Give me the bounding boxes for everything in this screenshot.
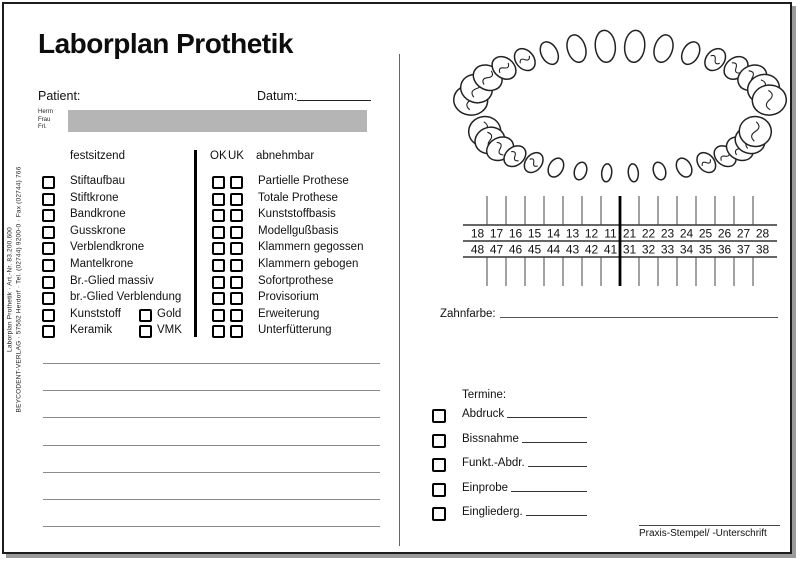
appointment-row xyxy=(432,408,587,424)
tooth-shape xyxy=(651,161,668,182)
tooth-number-lower: 42 xyxy=(584,242,599,257)
checkbox-stiftaufbau[interactable] xyxy=(42,176,55,189)
checkbox-gusskrone[interactable] xyxy=(42,226,55,239)
tooth-number-lower: 43 xyxy=(565,242,580,257)
removable-item-row xyxy=(212,291,402,307)
tooth-color-label: Zahnfarbe: xyxy=(440,308,496,320)
checkbox-ok-sofortprothese[interactable] xyxy=(212,276,225,289)
item-label: Provisorium xyxy=(258,291,319,304)
tooth-shape xyxy=(594,29,617,63)
removable-item-row xyxy=(212,192,402,208)
tooth-number-upper: 15 xyxy=(527,226,542,241)
tooth-number-upper: 28 xyxy=(755,226,770,241)
tooth-color-field xyxy=(440,308,778,320)
tooth-number-lower: 38 xyxy=(755,242,770,257)
writing-line[interactable] xyxy=(43,417,380,418)
tooth-shape xyxy=(678,39,703,68)
checkbox-keramik[interactable] xyxy=(42,325,55,338)
appointment-label: Abdruck xyxy=(462,408,505,420)
tooth-number-lower: 34 xyxy=(679,242,694,257)
item-label: Klammern gebogen xyxy=(258,258,359,270)
item-label: Mantelkrone xyxy=(70,258,134,270)
appointment-label: Bissnahme xyxy=(462,432,519,445)
checkbox-ok-provisorium[interactable] xyxy=(212,292,225,305)
checkbox-kunststoff[interactable] xyxy=(42,309,55,322)
item-label: Bandkrone xyxy=(70,208,126,221)
tooth-number-upper: 21 xyxy=(622,226,637,241)
appointment-date-line[interactable] xyxy=(526,506,587,516)
checkbox-mantelkrone[interactable] xyxy=(42,259,55,272)
tooth-number-upper: 17 xyxy=(489,226,504,241)
tooth-number-lower: 46 xyxy=(508,242,523,257)
checkbox-uk-klammern-gebogen[interactable] xyxy=(230,259,243,272)
writing-line[interactable] xyxy=(43,472,380,473)
form-sheet xyxy=(2,2,792,554)
item-label: br.-Glied Verblendung xyxy=(70,291,182,304)
checkbox-uk-erweiterung[interactable] xyxy=(230,309,243,322)
tooth-number-chart xyxy=(462,194,778,288)
tooth-number-lower: 41 xyxy=(603,242,618,257)
tooth-number-upper: 26 xyxy=(717,226,732,241)
removable-section-header: abnehmbar xyxy=(256,150,315,162)
checkbox-ok-unterf-tterung[interactable] xyxy=(212,325,225,338)
item-label: Modellgußbasis xyxy=(258,224,339,237)
middle-divider xyxy=(399,54,400,546)
writing-line[interactable] xyxy=(43,445,380,446)
checkbox-bandkrone[interactable] xyxy=(42,209,55,222)
tooth-shape xyxy=(537,39,562,68)
tooth-shape xyxy=(545,155,567,179)
fixed-item-row xyxy=(42,308,232,324)
fixed-item-row xyxy=(42,175,232,191)
signature-area xyxy=(639,525,780,539)
checkbox-uk-sofortprothese[interactable] xyxy=(230,276,243,289)
tooth-number-lower: 44 xyxy=(546,242,561,257)
fixed-item-row xyxy=(42,225,232,241)
publisher-line-2: BEYCODENT-VERLAG · 57562 Herdorf · Tel. (02744) 9200-0 · Fax (02744) 766 xyxy=(15,166,22,413)
tooth-shape xyxy=(673,155,695,179)
checkbox-ok-kunststoffbasis[interactable] xyxy=(212,209,225,222)
teeth-diagram xyxy=(450,20,790,188)
date-line[interactable] xyxy=(297,89,371,101)
checkbox-uk-klammern-gegossen[interactable] xyxy=(230,242,243,255)
appointments-header: Termine: xyxy=(462,389,507,401)
item-label: Unterfütterung xyxy=(258,324,332,337)
tooth-shape xyxy=(564,33,589,65)
tooth-number-upper: 25 xyxy=(698,226,713,241)
appointment-label: Einprobe xyxy=(462,481,509,494)
item-label: Klammern gegossen xyxy=(258,241,364,254)
fixed-section-header: festsitzend xyxy=(70,150,125,162)
checkbox-br-glied-verblendung[interactable] xyxy=(42,292,55,305)
item-label: Sofortprothese xyxy=(258,274,334,287)
appointment-label: Funkt.-Abdr. xyxy=(462,457,525,469)
tooth-number-lower: 33 xyxy=(660,242,675,257)
date-label: Datum: xyxy=(257,89,298,103)
fixed-item-row xyxy=(42,241,232,257)
appointment-date-line[interactable] xyxy=(522,433,587,443)
date-field xyxy=(257,89,371,103)
checkbox-abdruck[interactable] xyxy=(432,409,446,423)
upper-jaw-column-header: OK xyxy=(210,150,227,162)
checkbox-uk-totale-prothese[interactable] xyxy=(230,193,243,206)
tooth-number-upper: 23 xyxy=(660,226,675,241)
tooth-shape xyxy=(601,163,613,182)
item-label: VMK xyxy=(157,324,182,337)
checkbox-ok-modellgu-basis[interactable] xyxy=(212,226,225,239)
item-label: Gold xyxy=(157,307,182,320)
checkbox-funkt-abdr[interactable] xyxy=(432,458,446,472)
signature-label: Praxis-Stempel/ -Unterschrift xyxy=(639,528,767,539)
tooth-shape xyxy=(623,29,646,63)
tooth-color-line[interactable] xyxy=(500,308,778,318)
checkbox-ok-klammern-gebogen[interactable] xyxy=(212,259,225,272)
item-label: Verblendkrone xyxy=(70,241,145,254)
tooth-number-lower: 31 xyxy=(622,242,637,257)
checkbox-br-glied-massiv[interactable] xyxy=(42,276,55,289)
tooth-shape xyxy=(627,163,639,182)
tooth-number-lower: 32 xyxy=(641,242,656,257)
item-label: Partielle Prothese xyxy=(258,175,349,187)
tooth-number-lower: 45 xyxy=(527,242,542,257)
tooth-number-upper: 14 xyxy=(546,226,561,241)
removable-item-row xyxy=(212,258,402,274)
checkbox-uk-modellgu-basis[interactable] xyxy=(230,226,243,239)
tooth-shape xyxy=(651,33,676,65)
checkbox-uk-kunststoffbasis[interactable] xyxy=(230,209,243,222)
checkbox-ok-totale-prothese[interactable] xyxy=(212,193,225,206)
appointment-label: Eingliederg. xyxy=(462,506,523,518)
item-label: Stiftaufbau xyxy=(70,175,125,187)
tooth-number-upper: 24 xyxy=(679,226,694,241)
item-label: Erweiterung xyxy=(258,307,320,320)
checkbox-uk-provisorium[interactable] xyxy=(230,292,243,305)
writing-line[interactable] xyxy=(43,363,380,364)
item-label: Keramik xyxy=(70,324,113,337)
checkbox-einprobe[interactable] xyxy=(432,483,446,497)
appointment-row xyxy=(432,433,587,449)
writing-line[interactable] xyxy=(43,526,380,527)
item-label: Gusskrone xyxy=(70,224,126,237)
checkbox-uk-unterf-tterung[interactable] xyxy=(230,325,243,338)
removable-item-row xyxy=(212,208,402,224)
column-divider xyxy=(194,150,197,337)
appointment-row xyxy=(432,506,587,522)
appointment-row xyxy=(432,457,587,473)
appointment-date-line[interactable] xyxy=(511,482,587,492)
tooth-number-upper: 12 xyxy=(584,226,599,241)
removable-item-row xyxy=(212,175,402,191)
tooth-number-upper: 13 xyxy=(565,226,580,241)
fixed-item-row xyxy=(42,208,232,224)
removable-item-row xyxy=(212,241,402,257)
removable-item-row xyxy=(212,324,402,340)
checkbox-bissnahme[interactable] xyxy=(432,434,446,448)
tooth-number-lower: 47 xyxy=(489,242,504,257)
checkbox-ok-partielle-prothese[interactable] xyxy=(212,176,225,189)
signature-line[interactable] xyxy=(639,525,780,526)
tooth-number-lower: 37 xyxy=(736,242,751,257)
tooth-number-upper: 22 xyxy=(641,226,656,241)
tooth-number-upper: 11 xyxy=(604,226,617,241)
tooth-number-upper: 27 xyxy=(736,226,751,241)
patient-name-field[interactable] xyxy=(68,110,367,132)
tooth-number-lower: 36 xyxy=(717,242,732,257)
checkbox-ok-klammern-gegossen[interactable] xyxy=(212,242,225,255)
fixed-item-row xyxy=(42,192,232,208)
fixed-item-row xyxy=(42,258,232,274)
salutation-labels: Herrn Frau Frl. xyxy=(38,109,54,130)
publisher-line-1: Laborplan Prothetik · Art.-Nr. 83.200.600 xyxy=(6,227,14,352)
writing-line[interactable] xyxy=(43,499,380,500)
checkbox-stiftkrone[interactable] xyxy=(42,193,55,206)
fixed-item-row xyxy=(42,324,232,340)
lower-jaw-column-header: UK xyxy=(228,150,244,162)
fixed-item-row xyxy=(42,275,232,291)
publisher-info-vertical xyxy=(7,20,24,560)
checkbox-ok-erweiterung[interactable] xyxy=(212,309,225,322)
tooth-number-lower: 35 xyxy=(698,242,713,257)
checkbox-verblendkrone[interactable] xyxy=(42,242,55,255)
checkbox-uk-partielle-prothese[interactable] xyxy=(230,176,243,189)
removable-item-row xyxy=(212,308,402,324)
fixed-item-row xyxy=(42,291,232,307)
page-title: Laborplan Prothetik xyxy=(38,28,293,59)
checkbox-gold[interactable] xyxy=(139,309,152,322)
writing-line[interactable] xyxy=(43,390,380,391)
checkbox-vmk[interactable] xyxy=(139,325,152,338)
removable-item-row xyxy=(212,275,402,291)
item-label: Totale Prothese xyxy=(258,191,338,204)
appointment-date-line[interactable] xyxy=(528,457,587,467)
tooth-number-upper: 18 xyxy=(470,226,485,241)
item-label: Kunststoff xyxy=(70,307,121,320)
appointment-row xyxy=(432,482,587,498)
tooth-number-lower: 48 xyxy=(470,242,485,257)
removable-item-row xyxy=(212,225,402,241)
patient-label: Patient: xyxy=(38,89,81,103)
tooth-number-upper: 16 xyxy=(508,226,523,241)
item-label: Kunststoffbasis xyxy=(258,208,336,221)
appointment-date-line[interactable] xyxy=(507,408,587,418)
checkbox-eingliederg[interactable] xyxy=(432,507,446,521)
tooth-shape xyxy=(572,161,589,182)
item-label: Stiftkrone xyxy=(70,191,119,204)
item-label: Br.-Glied massiv xyxy=(70,274,154,287)
